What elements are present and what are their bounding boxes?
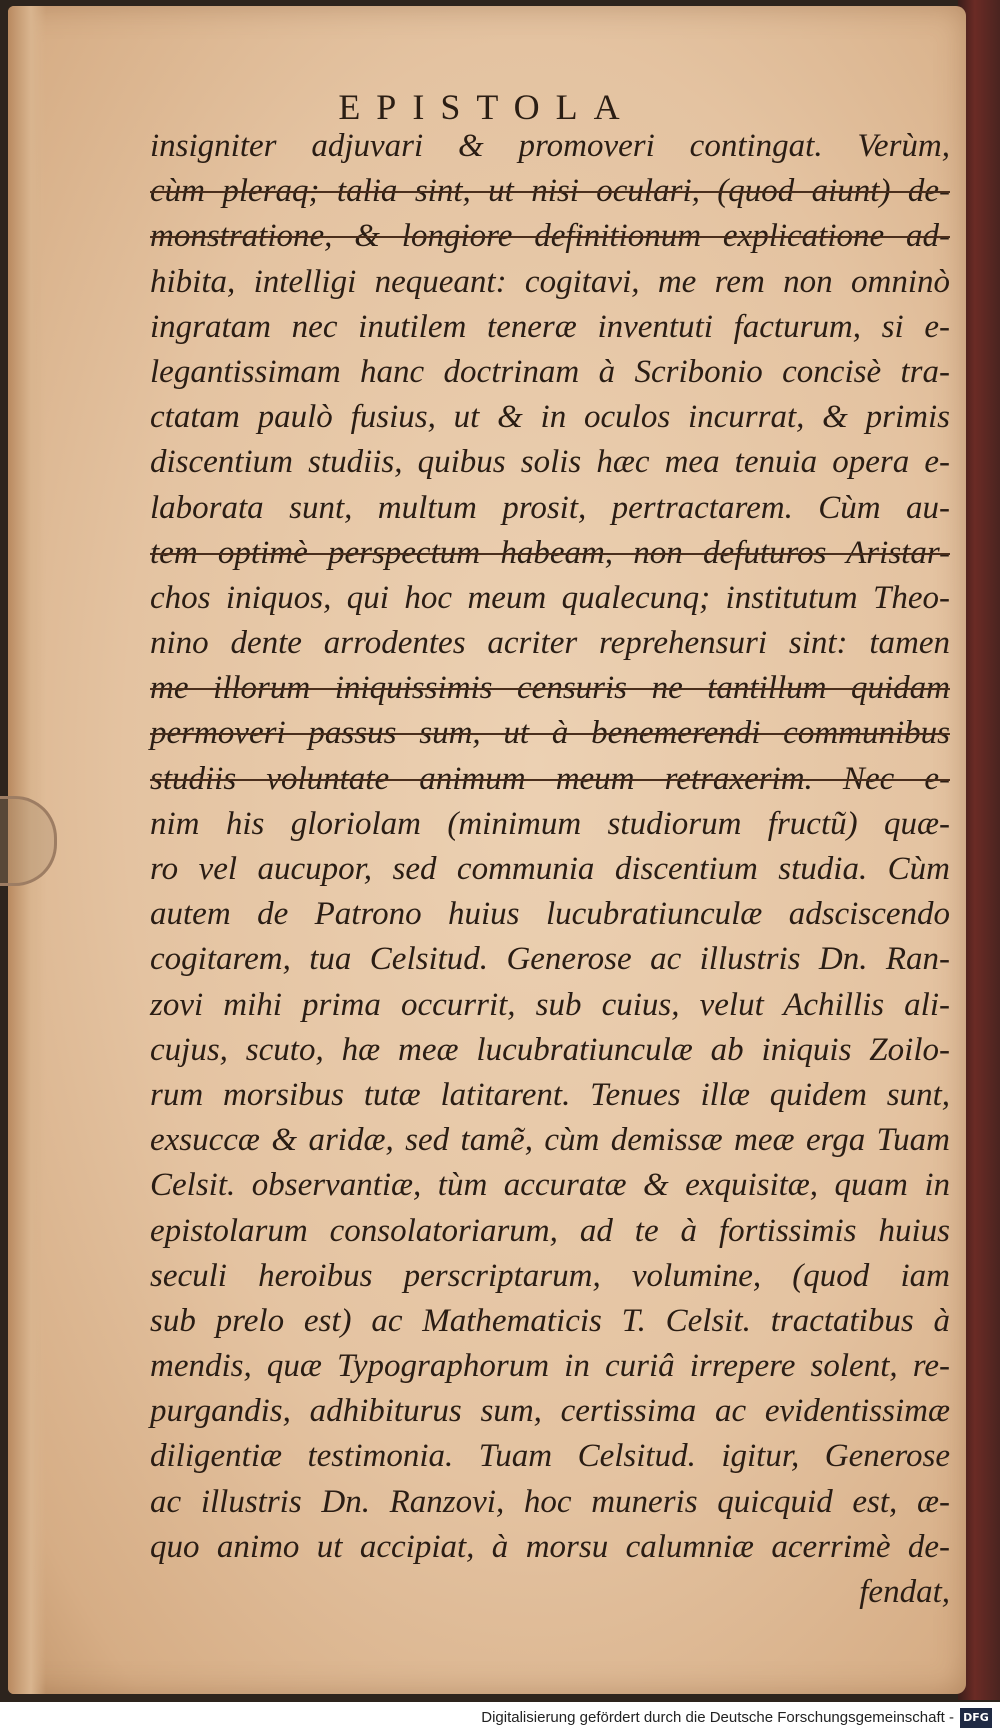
text-line: hibita, intelligi nequeant: cogitavi, me rem non omninò: [150, 263, 950, 300]
text-line: zovi mihi prima occurrit, sub cuius, velut Achillis ali-: [150, 986, 950, 1023]
text-line: seculi heroibus perscriptarum, volumine, (quod iam: [150, 1257, 950, 1294]
text-line: laborata sunt, multum prosit, pertractarem. Cùm au-: [150, 489, 950, 526]
text-line: legantissimam hanc doctrinam à Scribonio concisè tra-: [150, 353, 950, 390]
text-line: discentium studiis, quibus solis hæc mea tenuia opera e-: [150, 444, 950, 481]
text-line: ctatam paulò fusius, ut & in oculos incurrat, & primis: [150, 399, 950, 436]
body-text: [150, 124, 950, 1615]
book-clasp: [0, 796, 57, 886]
text-line: rum morsibus tutæ latitarent. Tenues illæ quidem sunt,: [150, 1076, 950, 1113]
text-line: monstratione, & longiore definitionum explicatione ad-: [150, 218, 950, 255]
text-line: chos iniquos, qui hoc meum qualecunq; institutum Theo-: [150, 579, 950, 616]
text-line: quo animo ut accipiat, à morsu calumniæ acerrimè de-: [150, 1528, 950, 1565]
text-line: sub prelo est) ac Mathematicis T. Celsit. tractatibus à: [150, 1302, 950, 1339]
text-line: cogitarem, tua Celsitud. Generose ac illustris Dn. Ran-: [150, 941, 950, 978]
dfg-logo: DFG: [960, 1708, 992, 1728]
text-line: tem optimè perspectum habeam, non defuturos Aristar-: [150, 534, 950, 571]
text-line: epistolarum consolatoriarum, ad te à fortissimis huius: [150, 1212, 950, 1249]
text-line: ro vel aucupor, sed communia discentium studia. Cùm: [150, 851, 950, 887]
text-line: cùm pleraq; talia sint, ut nisi oculari, (quod aiunt) de-: [150, 173, 950, 210]
text-line: mendis, quæ Typographorum in curiâ irrepere solent, re-: [150, 1348, 950, 1385]
text-line: exsuccæ & aridæ, sed tamẽ, cùm demissæ meæ erga Tuam: [150, 1122, 950, 1159]
text-line: me illorum iniquissimis censuris ne tantillum quidam: [150, 670, 950, 707]
text-line: nino dente arrodentes acriter reprehensuri sint: tamen: [150, 625, 950, 662]
text-line: insigniter adjuvari & promoveri contingat. Verùm,: [150, 128, 950, 164]
text-line: cujus, scuto, hæ meæ lucubratiunculæ ab iniquis Zoilo-: [150, 1031, 950, 1068]
text-line: autem de Patrono huius lucubratiunculæ adsciscendo: [150, 896, 950, 933]
footer-bar: [0, 1702, 1000, 1734]
text-line: diligentiæ testimonia. Tuam Celsitud. igitur, Generose: [150, 1438, 950, 1475]
catchword: fendat,: [859, 1574, 950, 1610]
text-line: studiis voluntate animum meum retraxerim. Nec e-: [150, 760, 950, 797]
text-line: permoveri passus sum, ut à benemerendi communibus: [150, 715, 950, 752]
page-header: EPISTOLA: [338, 87, 636, 127]
text-line: ingratam nec inutilem teneræ inventuti facturum, si e-: [150, 308, 950, 345]
book-page: [8, 6, 966, 1694]
text-line: ac illustris Dn. Ranzovi, hoc muneris quicquid est, æ-: [150, 1483, 950, 1520]
footer-credit: Digitalisierung gefördert durch die Deutsche Forschungsgemeinschaft -: [481, 1709, 954, 1726]
text-line: purgandis, adhibiturus sum, certissima ac evidentissimæ: [150, 1393, 950, 1430]
text-line: nim his gloriolam (minimum studiorum fructũ) quæ-: [150, 805, 950, 842]
text-line: Celsit. observantiæ, tùm accuratæ & exquisitæ, quam in: [150, 1167, 950, 1204]
